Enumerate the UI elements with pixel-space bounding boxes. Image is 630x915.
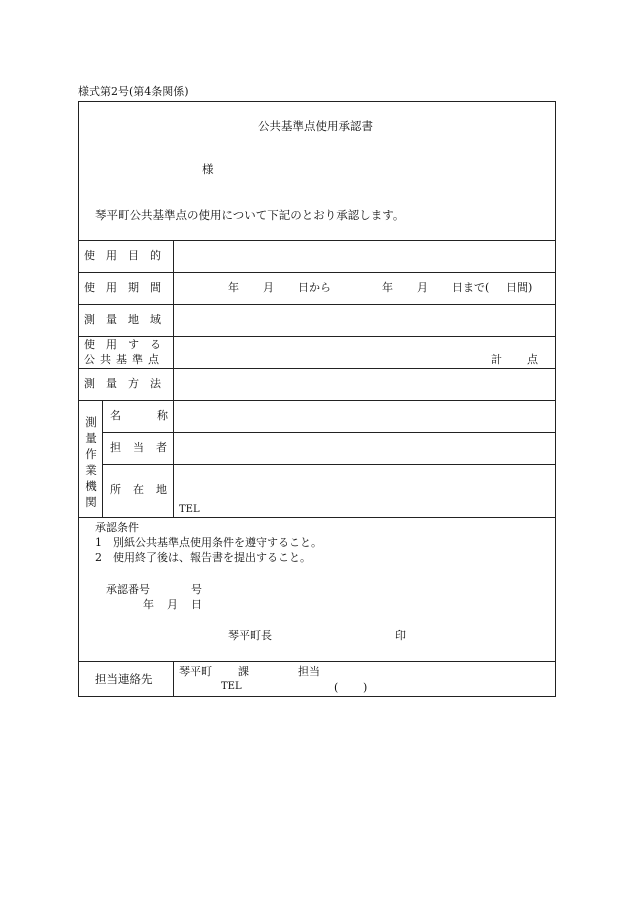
mayor-seal: 印 — [395, 629, 406, 642]
approval-number-label: 承認番号 — [106, 583, 150, 596]
rule-name-bottom — [102, 432, 556, 433]
contact-paren-open: ( — [334, 681, 339, 694]
condition-item: 1 別紙公共基準点使用条件を遵守すること。 — [95, 536, 322, 549]
contact-division: 課 — [238, 665, 249, 678]
approval-statement: 琴平町公共基準点の使用について下記のとおり承認します。 — [95, 208, 405, 222]
period-start-month: 月 — [263, 281, 274, 294]
form-title: 公共基準点使用承認書 — [258, 119, 373, 133]
rule-method-bottom — [78, 400, 556, 401]
rule-agency-bottom — [78, 517, 556, 518]
points-unit: 点 — [527, 353, 538, 366]
period-start-day: 日から — [298, 281, 331, 294]
period-end-day: 日まで( — [452, 281, 490, 294]
period-end-year: 年 — [382, 281, 393, 294]
period-end-month: 月 — [417, 281, 428, 294]
mayor-label: 琴平町長 — [228, 629, 272, 642]
rule-label-column — [173, 240, 174, 517]
agency-vertical-char: 業 — [85, 463, 97, 477]
agency-vertical-char: 関 — [85, 495, 97, 509]
rule-header-bottom — [78, 240, 556, 241]
area-label: 測量地域 — [84, 313, 172, 326]
period-start-year: 年 — [228, 281, 239, 294]
rule-area-bottom — [78, 336, 556, 337]
approval-number-suffix: 号 — [191, 583, 202, 596]
approval-date-month: 月 — [167, 598, 178, 611]
method-label: 測量方法 — [84, 377, 172, 390]
agency-tel-label: TEL — [179, 504, 200, 515]
agency-vertical-char: 測 — [85, 415, 97, 429]
contact-person: 担当 — [298, 665, 320, 678]
points-label-line1: 使用する — [84, 338, 172, 351]
contact-label: 担当連絡先 — [95, 672, 153, 686]
rule-contact-column — [173, 661, 174, 697]
agency-person-label: 担当者 — [110, 441, 179, 454]
addressee-suffix: 様 — [202, 162, 214, 176]
rule-conditions-bottom — [78, 661, 556, 662]
agency-vertical-char: 量 — [85, 431, 97, 445]
rule-purpose-bottom — [78, 272, 556, 273]
contact-paren-close: ) — [363, 681, 368, 694]
points-total-label: 計 — [491, 353, 502, 366]
contact-town: 琴平町 — [179, 665, 212, 678]
rule-person-bottom — [102, 464, 556, 465]
agency-vertical-char: 作 — [85, 447, 97, 461]
points-label-line2: 公共基準点 — [84, 353, 164, 366]
rule-agency-subcolumn — [102, 400, 103, 517]
purpose-label: 使用目的 — [84, 249, 172, 262]
agency-vertical-char: 機 — [85, 479, 97, 493]
agency-vertical-label — [84, 414, 98, 510]
rule-period-bottom — [78, 304, 556, 305]
agency-name-label: 名称 — [110, 409, 204, 422]
form-number-label: 様式第2号(第4条関係) — [78, 85, 189, 98]
rule-points-bottom — [78, 368, 556, 369]
condition-item: 2 使用終了後は、報告書を提出すること。 — [95, 551, 311, 564]
approval-date-year: 年 — [143, 598, 154, 611]
period-label: 使用期間 — [84, 281, 172, 294]
agency-address-label: 所在地 — [110, 483, 179, 496]
period-days: 日間) — [506, 281, 533, 294]
approval-date-day: 日 — [191, 598, 202, 611]
contact-tel-label: TEL — [221, 681, 242, 692]
conditions-heading: 承認条件 — [95, 521, 139, 534]
